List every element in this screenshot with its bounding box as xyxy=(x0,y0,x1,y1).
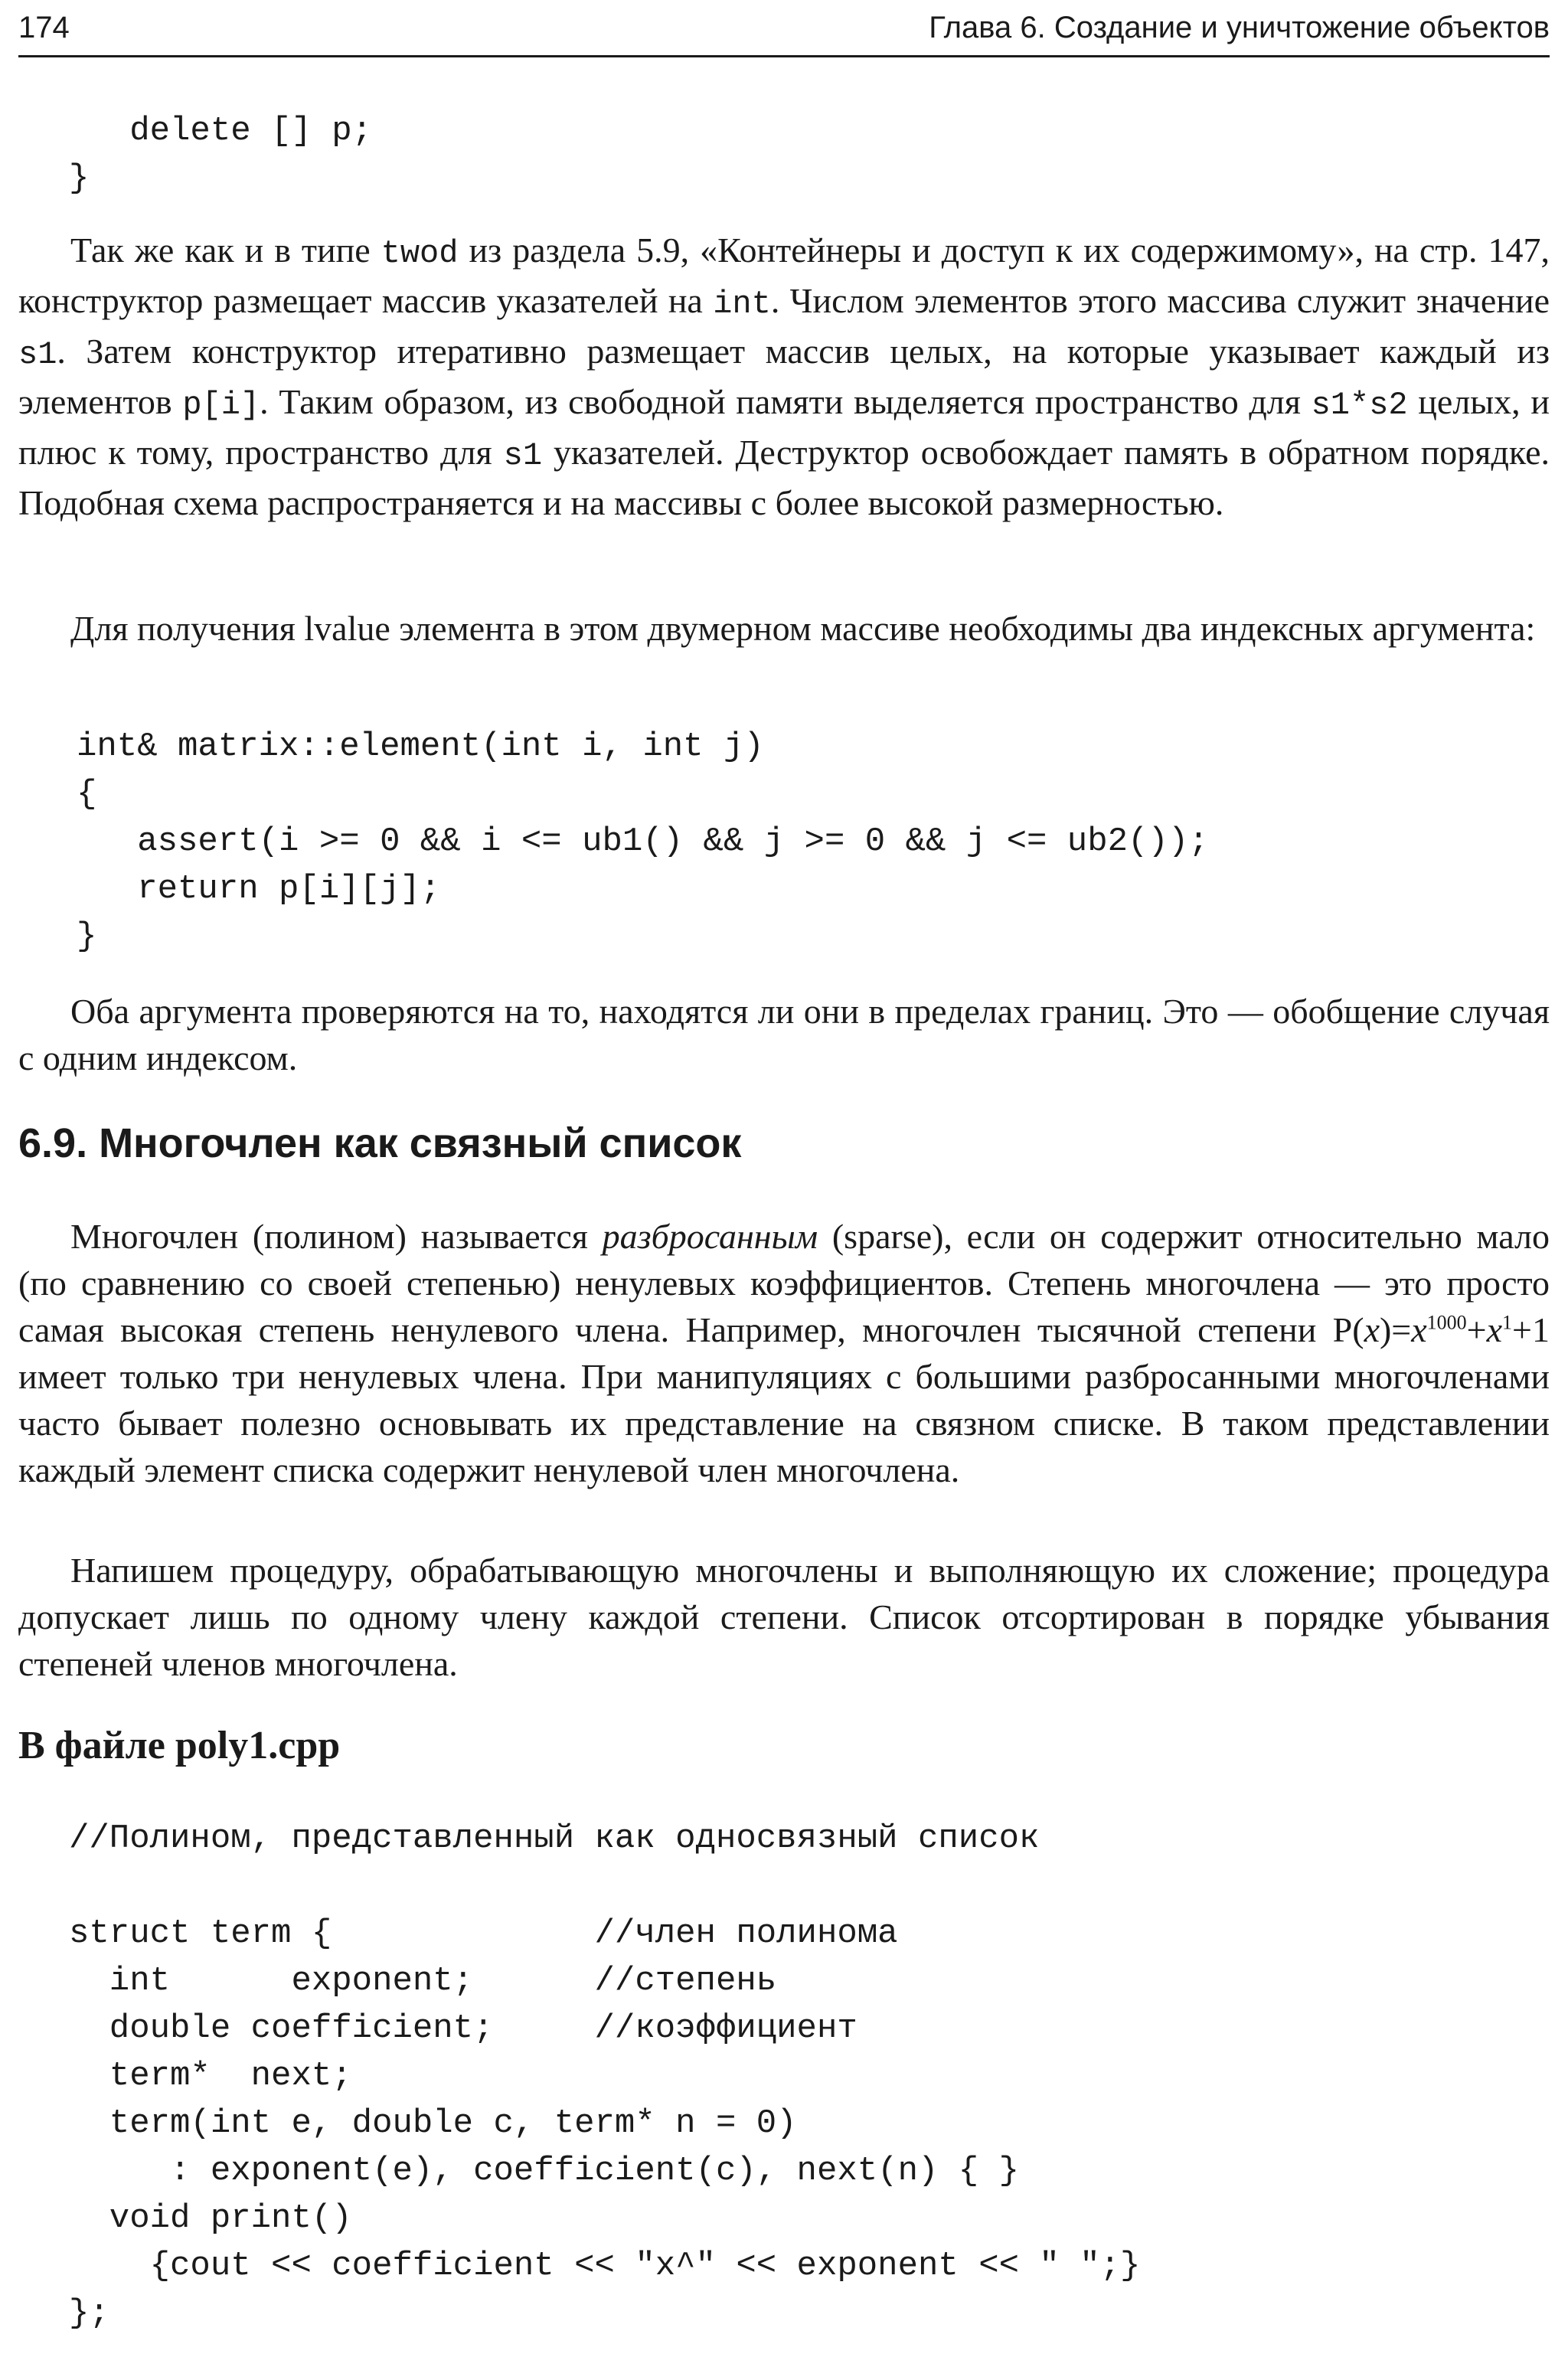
section-title: 6.9. Многочлен как связный список xyxy=(18,1120,742,1166)
paragraph-sparse-polynomial: Многочлен (полином) называется разбросанным (sparse), если он содержит относительно мало (по сравнению со своей степенью) ненулевых коэффициентов. Степень многочлена — это просто самая высокая степень ненулевого члена. Например, многочлен тысячной степени $P(x)=x^{1000}+x^1+1$ имеет только три ненулевых члена. При манипуляциях с большими разбросанными многочленами часто бывает полезно основывать их представление на связном списке. В таком представлении каждый элемент списка содержит ненулевой член многочлена. xyxy=(18,1217,1550,1489)
paragraph-bounds: Оба аргумента проверяются на то, находятся ли они в пределах границ. Это — обобщение случая с одним индексом. xyxy=(18,992,1550,1077)
chapter-title: Глава 6. Создание и уничтожение объектов xyxy=(929,11,1550,44)
file-title: В файле poly1.cpp xyxy=(18,1724,341,1767)
page-number: 174 xyxy=(18,11,70,44)
code-block-poly1: //Полином, представленный как односвязный список struct term { //член полинома int exponent; //степень double coefficient; //коэффициент term* next; term(int e, double c, term* n = 0) : exponent(e), coefficient(c), next(n) { } void print() {cout << coefficient << "x^" << exponent << " ";} }; xyxy=(69,1819,1141,2332)
paragraph-constructor: Так же как и в типе twod из раздела 5.9, «Контейнеры и доступ к их содержимому», на стр. 147, конструктор размещает массив указателей на int. Числом элементов этого массива служит значение s1. Затем конструктор итеративно размещает массив целых, на которые указывает каждый из элементов p[i]. Таким образом, из свободной памяти выделяется пространство для s1*s2 целых, и плюс к тому, пространство для s1 указателей. Деструктор освобождает память в обратном порядке. Подобная схема распространяется и на массивы с более высокой размерностью. xyxy=(18,230,1550,522)
paragraph-lvalue: Для получения lvalue элемента в этом двумерном массиве необходимы два индексных аргумента: xyxy=(70,609,1536,648)
paragraph-procedure: Напишем процедуру, обрабатывающую многочлены и выполняющую их сложение; процедура допускает лишь по одному члену каждой степени. Список отсортирован в порядке убывания степеней членов многочлена. xyxy=(18,1551,1550,1683)
code-block-matrix-element: int& matrix::element(int i, int j) { assert(i >= 0 && i <= ub1() && j >= 0 && j <= ub2()); return p[i][j]; } xyxy=(77,727,1209,956)
page-header xyxy=(18,6,1550,57)
code-block-delete: delete [] p; } xyxy=(69,112,373,198)
